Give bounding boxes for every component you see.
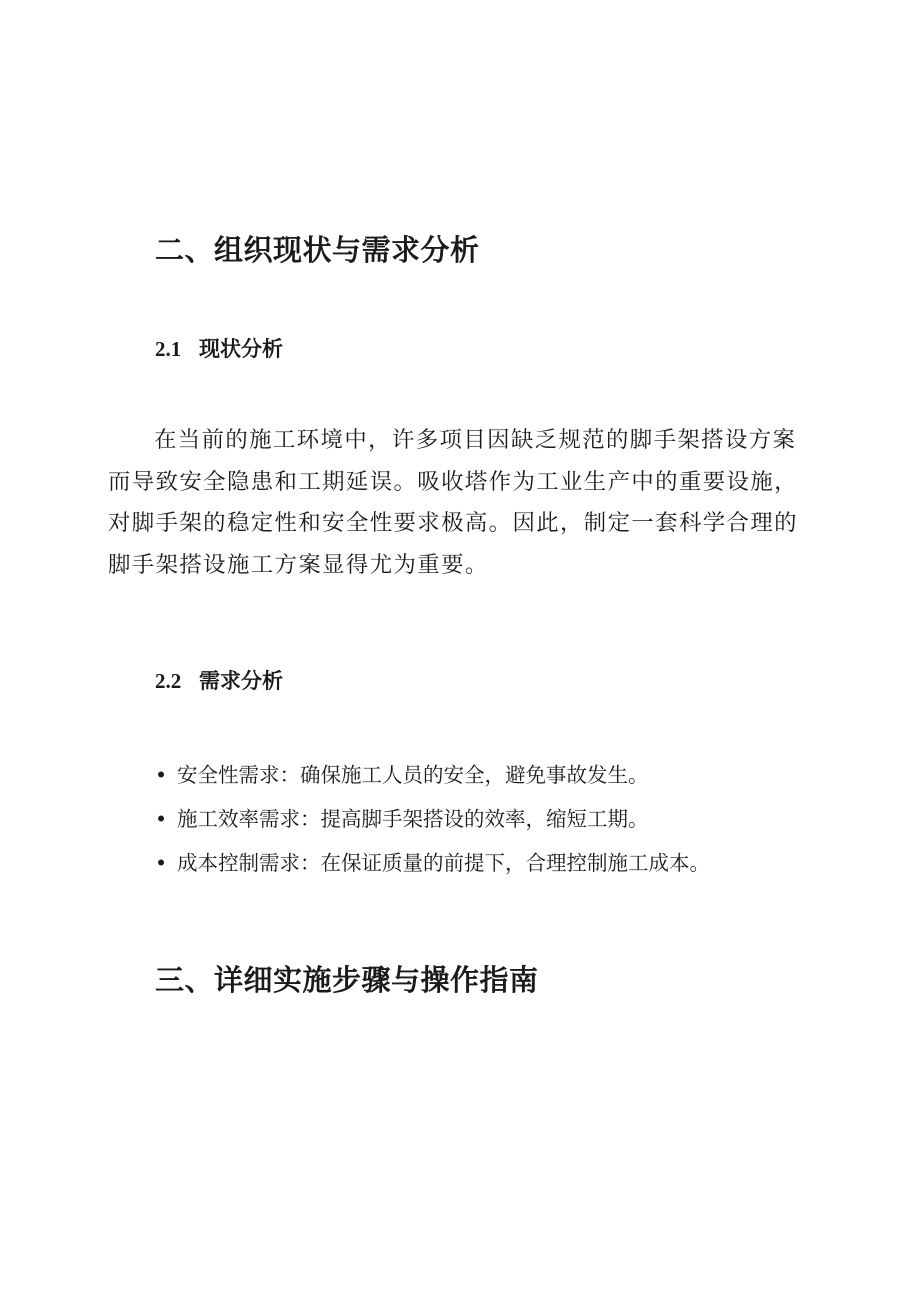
subsection-2-1-paragraph: 在当前的施工环境中，许多项目因缺乏规范的脚手架搭设方案而导致安全隐患和工期延误。吸收塔作为工业生产中的重要设施，对脚手架的稳定性和安全性要求极高。因此，制定一套科学合理的脚手架搭设施工方案显得尤为重要。 <box>108 427 798 578</box>
subsection-2-1-number: 2.1 <box>155 337 182 361</box>
list-item <box>155 846 710 890</box>
subsection-2-1-title: 现状分析 <box>199 336 283 361</box>
list-item <box>155 758 710 802</box>
subsection-2-2-number: 2.2 <box>155 669 182 693</box>
list-item <box>155 802 710 846</box>
subsection-2-2-title: 需求分析 <box>199 668 283 693</box>
subsection-2-1-heading <box>155 333 283 363</box>
list-item-text: 施工效率需求：提高脚手架搭设的效率，缩短工期。 <box>177 807 649 831</box>
section-3-heading: 三、详细实施步骤与操作指南 <box>155 963 539 997</box>
subsection-2-2-heading <box>155 665 283 695</box>
bullet-icon: • <box>155 807 168 831</box>
requirements-list <box>155 758 710 890</box>
section-2-heading: 二、组织现状与需求分析 <box>155 233 480 267</box>
list-item-text: 成本控制需求：在保证质量的前提下，合理控制施工成本。 <box>177 851 710 875</box>
bullet-icon: • <box>155 763 168 787</box>
list-item-text: 安全性需求：确保施工人员的安全，避免事故发生。 <box>177 763 649 787</box>
bullet-icon: • <box>155 851 168 875</box>
